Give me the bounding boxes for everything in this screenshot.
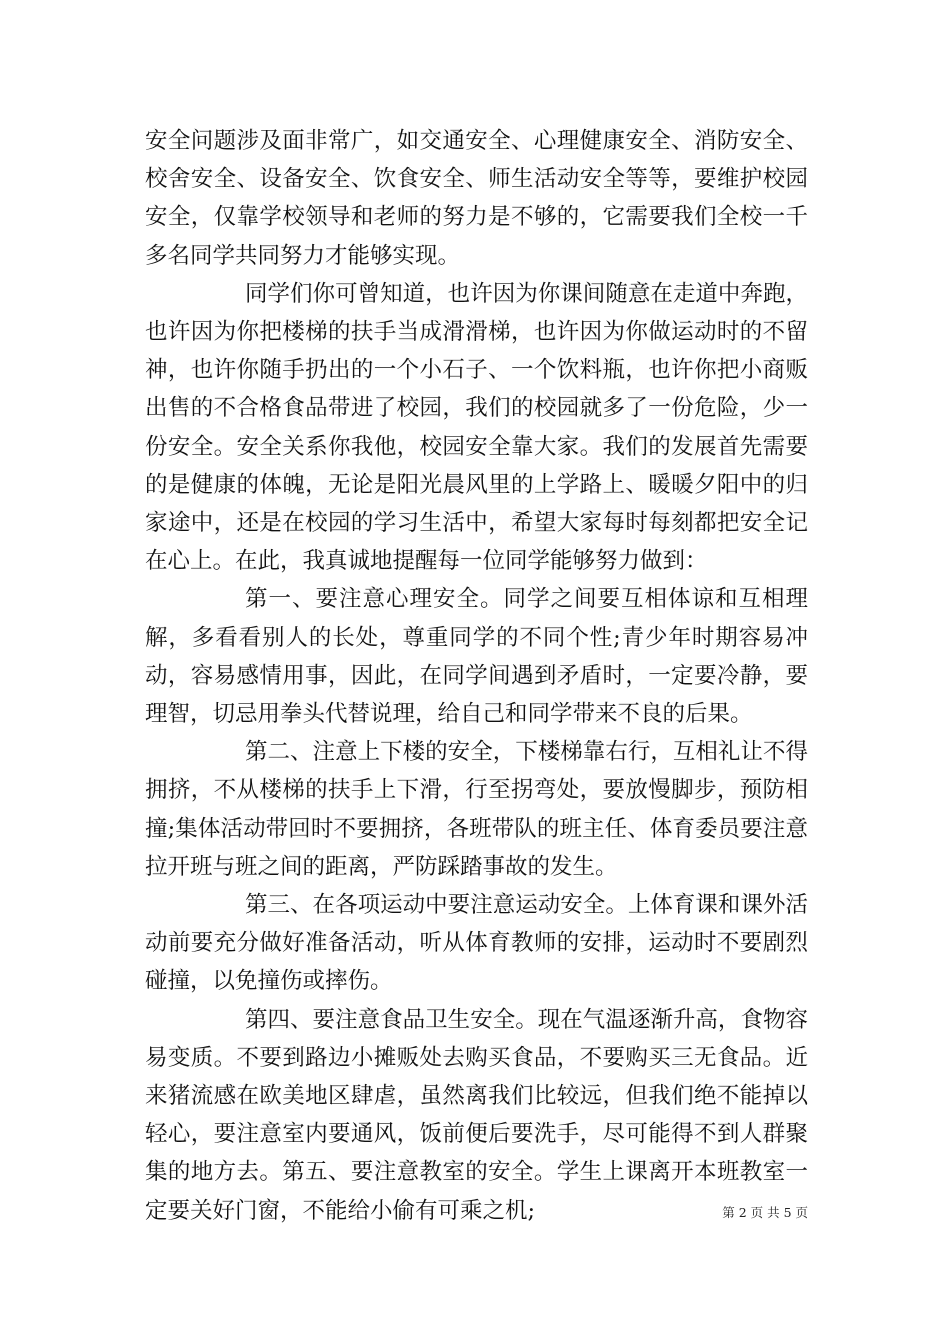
paragraph-point-one: 第一、要注意心理安全。同学之间要互相体谅和互相理解，多看看别人的长处，尊重同学的不同个性;青少年时期容易冲动，容易感情用事，因此，在同学间遇到矛盾时，一定要冷静，要理智，切忌用拳头代替说理，给自己和同学带来不良的后果。: [145, 586, 808, 728]
document-body: [145, 122, 808, 1230]
paragraph-point-two: 第二、注意上下楼的安全，下楼梯靠右行，互相礼让不得拥挤，不从楼梯的扶手上下滑，行至拐弯处，要放慢脚步，预防相撞;集体活动带回时不要拥挤，各班带队的班主任、体育委员要注意拉开班与班之间的距离，严防踩踏事故的发生。: [145, 739, 808, 880]
page-number: 第 2 页 共 5 页: [722, 1205, 808, 1220]
paragraph-reminder: 同学们你可曾知道，也许因为你课间随意在走道中奔跑，也许因为你把楼梯的扶手当成滑滑梯，也许因为你做运动时的不留神，也许你随手扔出的一个小石子、一个饮料瓶，也许你把小商贩出售的不合格食品带进了校园，我们的校园就多了一份危险，少一份安全。安全关系你我他，校园安全靠大家。我们的发展首先需要的是健康的体魄，无论是阳光晨风里的上学路上、暖暖夕阳中的归家途中，还是在校园的学习生活中，希望大家每时每刻都把安全记在心上。在此，我真诚地提醒每一位同学能够努力做到：: [145, 280, 808, 575]
paragraph-point-three: 第三、在各项运动中要注意运动安全。上体育课和课外活动前要充分做好准备活动，听从体育教师的安排，运动时不要剧烈碰撞，以免撞伤或摔伤。: [145, 892, 808, 995]
paragraph-point-four-five: 第四、要注意食品卫生安全。现在气温逐渐升高，食物容易变质。不要到路边小摊贩处去购买食品，不要购买三无食品。近来猪流感在欧美地区肆虐，虽然离我们比较远，但我们绝不能掉以轻心，要注意室内要通风，饭前便后要洗手，尽可能得不到人群聚集的地方去。第五、要注意教室的安全。学生上课离开本班教室一定要关好门窗，不能给小偷有可乘之机;: [145, 1006, 808, 1224]
paragraph-intro: 安全问题涉及面非常广，如交通安全、心理健康安全、消防安全、校舍安全、设备安全、饮食安全、师生活动安全等等，要维护校园安全，仅靠学校领导和老师的努力是不够的，它需要我们全校一千多名同学共同努力才能够实现。: [145, 128, 808, 269]
